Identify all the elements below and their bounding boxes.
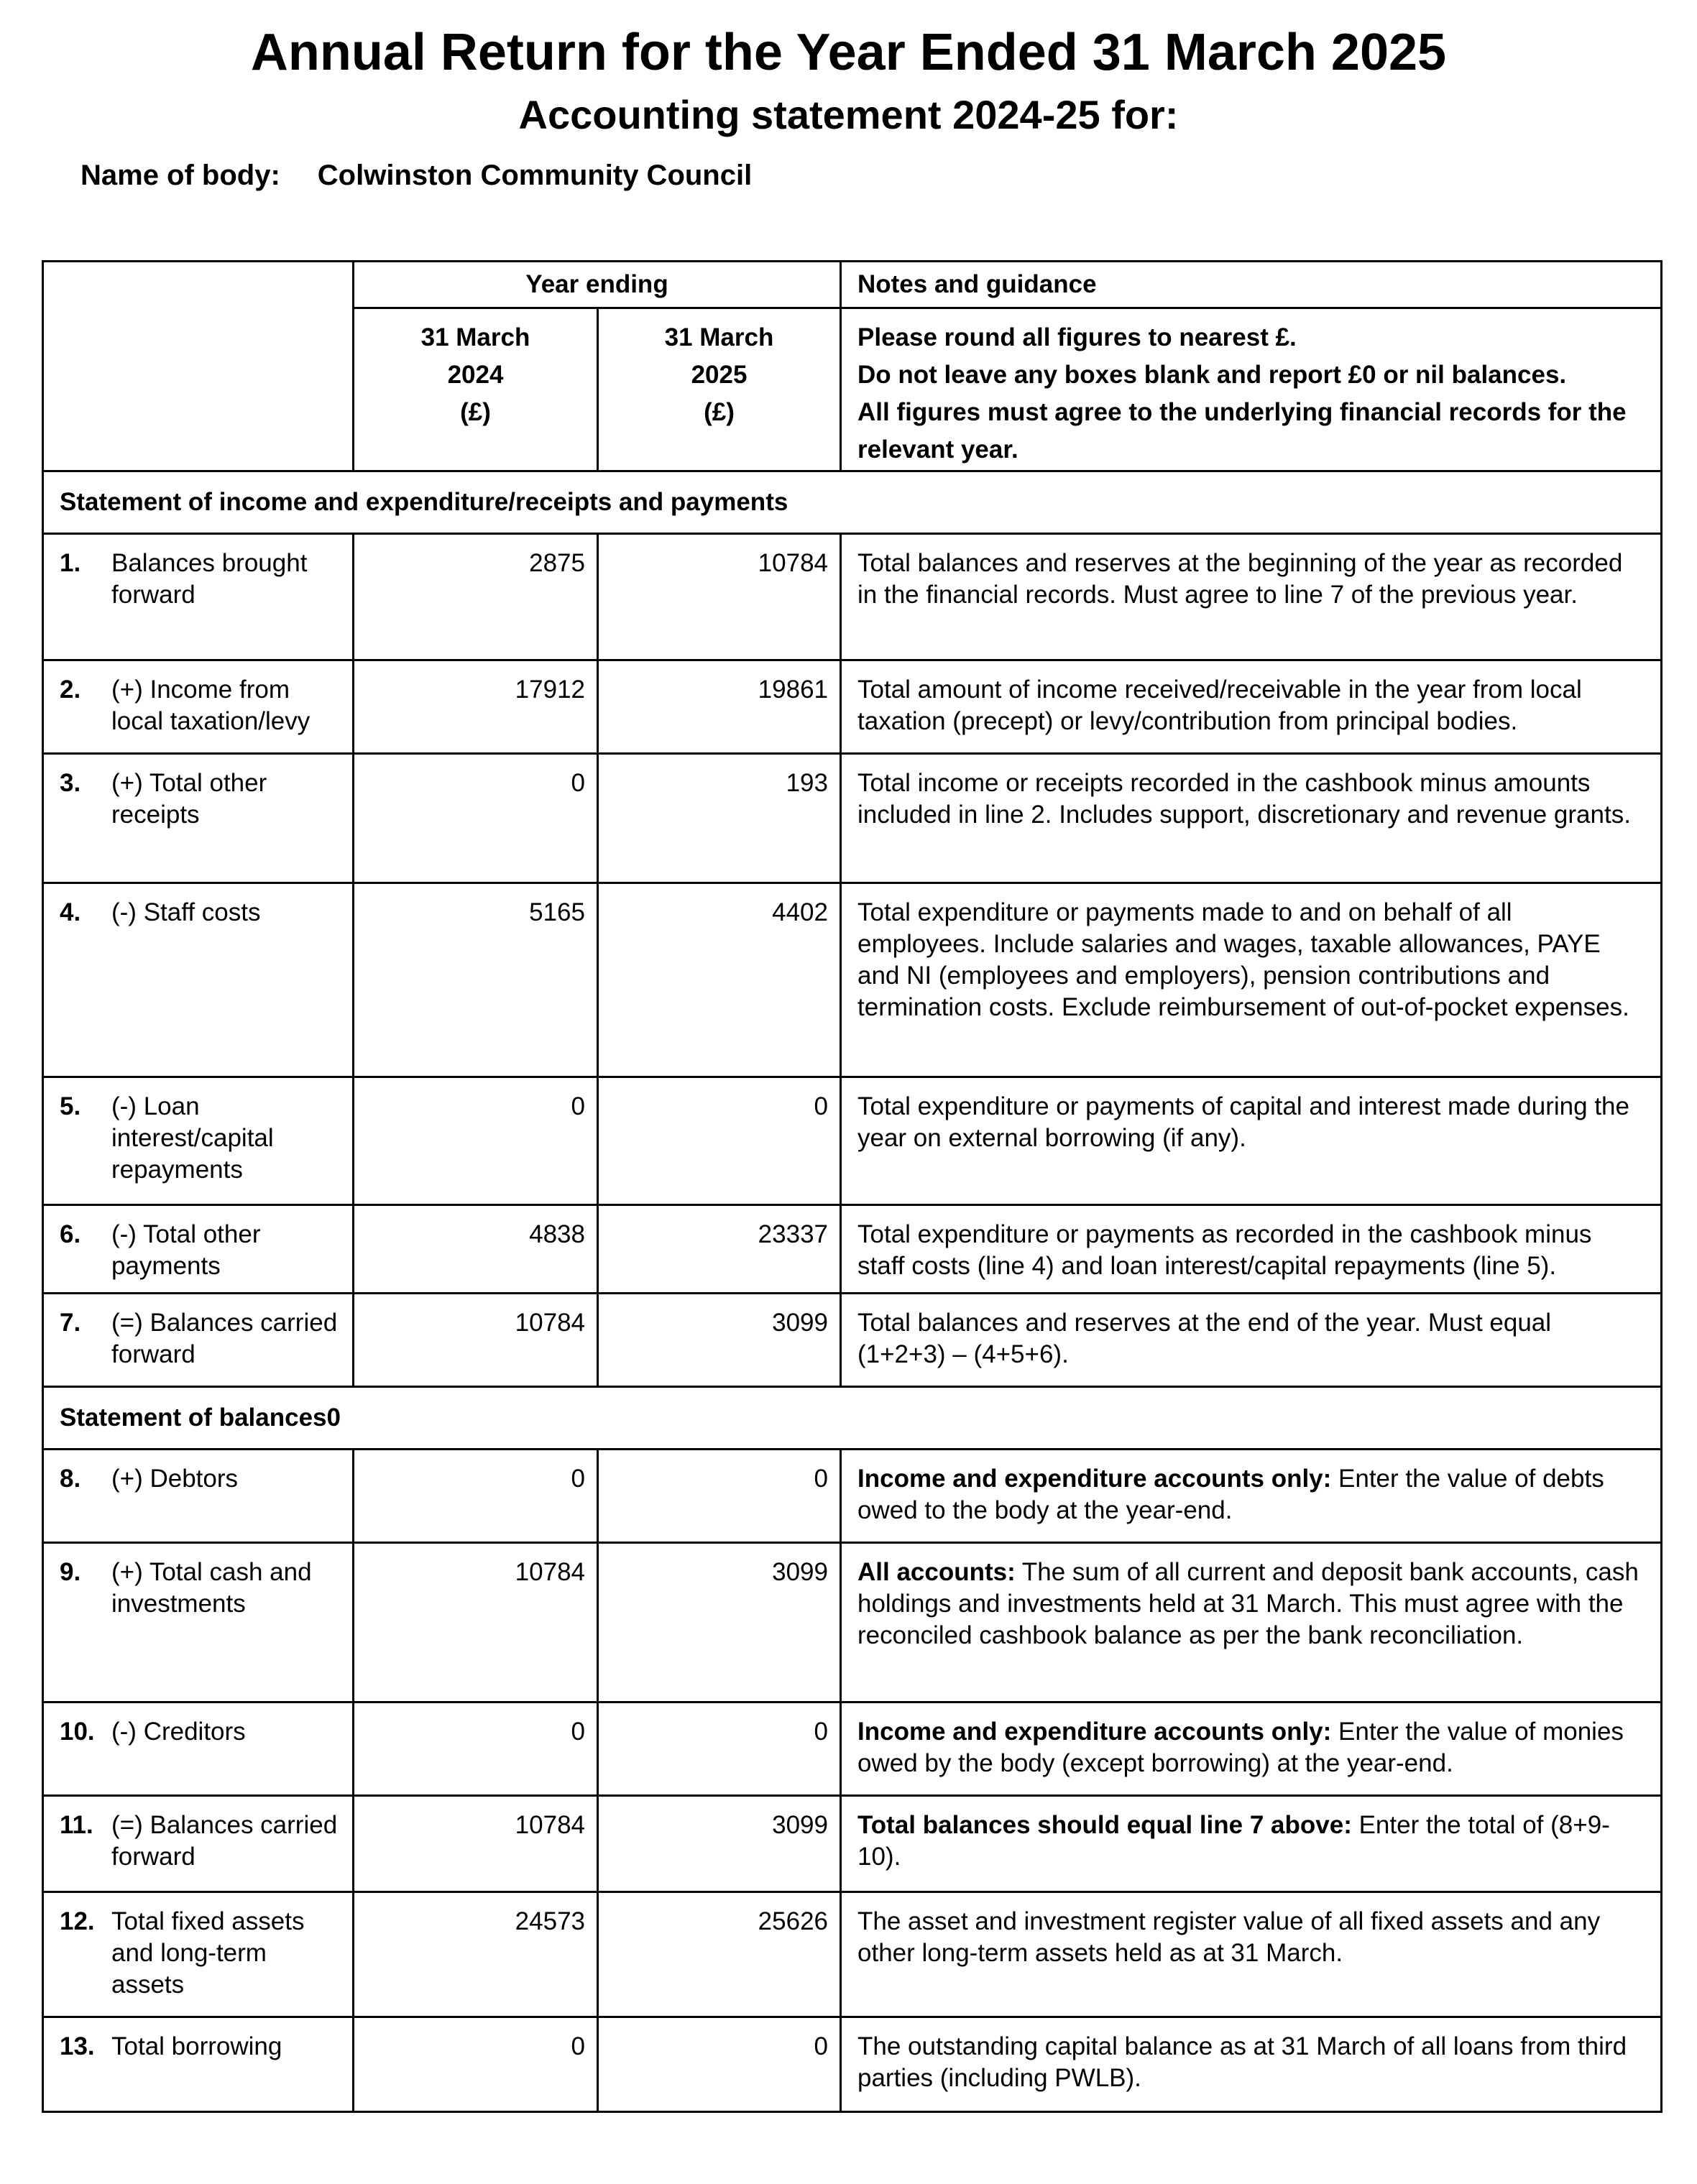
line-number: 6. <box>60 1220 81 1248</box>
line-number: 9. <box>60 1558 81 1586</box>
amount-2025: 0 <box>598 2017 841 2112</box>
amount-2024: 24573 <box>354 1892 598 2017</box>
table-row <box>43 534 1662 660</box>
line-label: (-) Staff costs <box>111 898 261 926</box>
year-ending-heading: Year ending <box>354 262 841 308</box>
table-row <box>43 1294 1662 1387</box>
notes-heading: Notes and guidance <box>841 262 1662 308</box>
table-row <box>43 1077 1662 1205</box>
line-label: (-) Loan interest/capital repayments <box>111 1092 274 1184</box>
table-header-row <box>43 262 1662 308</box>
line-number: 10. <box>60 1718 95 1746</box>
name-of-body-row <box>81 157 752 194</box>
amount-2025: 25626 <box>598 1892 841 2017</box>
table-row <box>43 1543 1662 1702</box>
column-2025-line: 31 March <box>664 323 774 351</box>
section-title: Statement of income and expenditure/receipts and payments <box>43 471 1662 534</box>
guidance-note-emphasis: Income and expenditure accounts only: <box>857 1718 1332 1746</box>
guidance-note <box>841 1543 1662 1702</box>
guidance-note <box>841 660 1662 754</box>
amount-2024: 0 <box>354 1702 598 1796</box>
line-label-cell <box>43 660 354 754</box>
line-number: 4. <box>60 898 81 926</box>
line-label: (-) Total other payments <box>111 1220 261 1280</box>
table-row <box>43 1892 1662 2017</box>
guidance-note <box>841 1702 1662 1796</box>
line-number: 13. <box>60 2032 95 2060</box>
guidance-note-text: Enter the value of monies owed by the body (except borrowing) at the year-end. <box>857 1718 1624 1777</box>
amount-2025: 0 <box>598 1077 841 1205</box>
guidance-note-text: The asset and investment register value of all fixed assets and any other long-term assets held as at 31 March. <box>857 1907 1601 1967</box>
line-label-cell <box>43 1294 354 1387</box>
line-number: 5. <box>60 1092 81 1120</box>
line-label: Total borrowing <box>111 2032 282 2060</box>
line-number: 3. <box>60 769 81 797</box>
line-number: 1. <box>60 549 81 577</box>
amount-2025: 3099 <box>598 1796 841 1892</box>
amount-2024: 0 <box>354 754 598 883</box>
table-row <box>43 1702 1662 1796</box>
line-label: (=) Balances carried forward <box>111 1309 338 1368</box>
guidance-note-emphasis: Income and expenditure accounts only: <box>857 1465 1332 1493</box>
guidance-note <box>841 534 1662 660</box>
guidance-note-text: Total amount of income received/receivable in the year from local taxation (precept) or levy/contribution from principal bodies. <box>857 676 1582 735</box>
line-label: (=) Balances carried forward <box>111 1811 338 1871</box>
column-2024-line: (£) <box>460 398 491 426</box>
line-number: 12. <box>60 1907 95 1935</box>
amount-2024: 0 <box>354 2017 598 2112</box>
line-label-cell <box>43 1796 354 1892</box>
table-row <box>43 2017 1662 2112</box>
line-label-cell <box>43 1077 354 1205</box>
amount-2024: 4838 <box>354 1205 598 1294</box>
guidance-note <box>841 883 1662 1077</box>
guidance-note-text: Total income or receipts recorded in the cashbook minus amounts included in line 2. Includes support, discretionary and revenue grants. <box>857 769 1631 829</box>
guidance-note-text: Enter the value of debts owed to the body at the year-end. <box>857 1465 1604 1524</box>
line-label: (+) Total cash and investments <box>111 1558 312 1618</box>
line-label-cell <box>43 2017 354 2112</box>
guidance-note-text: Total balances and reserves at the beginning of the year as recorded in the financial records. Must agree to line 7 of the previous year. <box>857 549 1623 609</box>
name-of-body-label: Name of body: <box>81 160 280 191</box>
line-number: 11. <box>60 1811 93 1839</box>
column-2025-line: 2025 <box>691 361 748 389</box>
line-label: Total fixed assets and long-term assets <box>111 1907 305 1999</box>
table-row <box>43 660 1662 754</box>
amount-2024: 2875 <box>354 534 598 660</box>
amount-2025: 3099 <box>598 1294 841 1387</box>
guidance-note-text: Enter the total of (8+9-10). <box>857 1811 1610 1871</box>
line-label: (+) Debtors <box>111 1465 239 1493</box>
name-of-body-value: Colwinston Community Council <box>317 160 753 191</box>
line-label: (+) Income from local taxation/levy <box>111 676 311 735</box>
line-label: Balances brought forward <box>111 549 308 609</box>
accounting-statement-table <box>42 260 1662 2113</box>
line-label-cell <box>43 1450 354 1543</box>
table-row <box>43 754 1662 883</box>
guidance-note <box>841 1892 1662 2017</box>
page-title: Annual Return for the Year Ended 31 March 2025 <box>250 24 1447 81</box>
column-2024-heading <box>354 308 598 471</box>
amount-2024: 17912 <box>354 660 598 754</box>
column-2024-line: 31 March <box>420 323 530 351</box>
guidance-note <box>841 1450 1662 1543</box>
amount-2025: 19861 <box>598 660 841 754</box>
guidance-note-emphasis: All accounts: <box>857 1558 1016 1586</box>
amount-2025: 193 <box>598 754 841 883</box>
line-number: 7. <box>60 1309 81 1337</box>
guidance-note-text: Total balances and reserves at the end of the year. Must equal (1+2+3) – (4+5+6). <box>857 1309 1552 1368</box>
guidance-note <box>841 1294 1662 1387</box>
line-label-cell <box>43 754 354 883</box>
amount-2025: 23337 <box>598 1205 841 1294</box>
table-row <box>43 1205 1662 1294</box>
line-label: (-) Creditors <box>111 1718 246 1746</box>
guidance-note <box>841 2017 1662 2112</box>
line-number: 2. <box>60 676 81 704</box>
amount-2025: 0 <box>598 1702 841 1796</box>
amount-2024: 10784 <box>354 1543 598 1702</box>
guidance-note-text: The outstanding capital balance as at 31 March of all loans from third parties (including PWLB). <box>857 2032 1627 2092</box>
guidance-note-emphasis: Total balances should equal line 7 above: <box>857 1811 1352 1839</box>
guidance-note <box>841 1077 1662 1205</box>
section-title: Statement of balances0 <box>43 1387 1662 1450</box>
amount-2024: 10784 <box>354 1294 598 1387</box>
table-row <box>43 883 1662 1077</box>
guidance-text: Please round all figures to nearest £. Do not leave any boxes blank and report £0 or nil balances. All figures must agree to the underlying financial records for the relevant year. <box>841 308 1662 471</box>
amount-2025: 4402 <box>598 883 841 1077</box>
amount-2025: 10784 <box>598 534 841 660</box>
guidance-note-text: Total expenditure or payments made to and on behalf of all employees. Include salaries and wages, taxable allowances, PAYE and NI (employees and employers), pension contributions and termination costs. Exclude reimbursement of out-of-pocket expenses. <box>857 898 1629 1021</box>
line-label-cell <box>43 1892 354 2017</box>
section-heading-row <box>43 471 1662 534</box>
guidance-note-text: The sum of all current and deposit bank accounts, cash holdings and investments held at 31 March. This must agree with the reconciled cashbook balance as per the bank reconciliation. <box>857 1558 1639 1649</box>
line-label-cell <box>43 1543 354 1702</box>
line-label: (+) Total other receipts <box>111 769 267 829</box>
amount-2024: 5165 <box>354 883 598 1077</box>
guidance-note <box>841 754 1662 883</box>
line-label-cell <box>43 1205 354 1294</box>
section-heading-row <box>43 1387 1662 1450</box>
amount-2024: 0 <box>354 1077 598 1205</box>
guidance-note-text: Total expenditure or payments as recorded in the cashbook minus staff costs (line 4) and loan interest/capital repayments (line 5). <box>857 1220 1592 1280</box>
line-label-cell <box>43 1702 354 1796</box>
amount-2024: 0 <box>354 1450 598 1543</box>
column-2025-heading <box>598 308 841 471</box>
header-blank-cell <box>43 262 354 471</box>
amount-2025: 0 <box>598 1450 841 1543</box>
amount-2025: 3099 <box>598 1543 841 1702</box>
column-2024-line: 2024 <box>447 361 504 389</box>
line-label-cell <box>43 534 354 660</box>
line-label-cell <box>43 883 354 1077</box>
column-2025-line: (£) <box>704 398 735 426</box>
guidance-note <box>841 1205 1662 1294</box>
page-subtitle: Accounting statement 2024-25 for: <box>518 92 1179 137</box>
amount-2024: 10784 <box>354 1796 598 1892</box>
guidance-note-text: Total expenditure or payments of capital and interest made during the year on external borrowing (if any). <box>857 1092 1629 1152</box>
table-row <box>43 1450 1662 1543</box>
table-row <box>43 1796 1662 1892</box>
line-number: 8. <box>60 1465 81 1493</box>
guidance-note <box>841 1796 1662 1892</box>
